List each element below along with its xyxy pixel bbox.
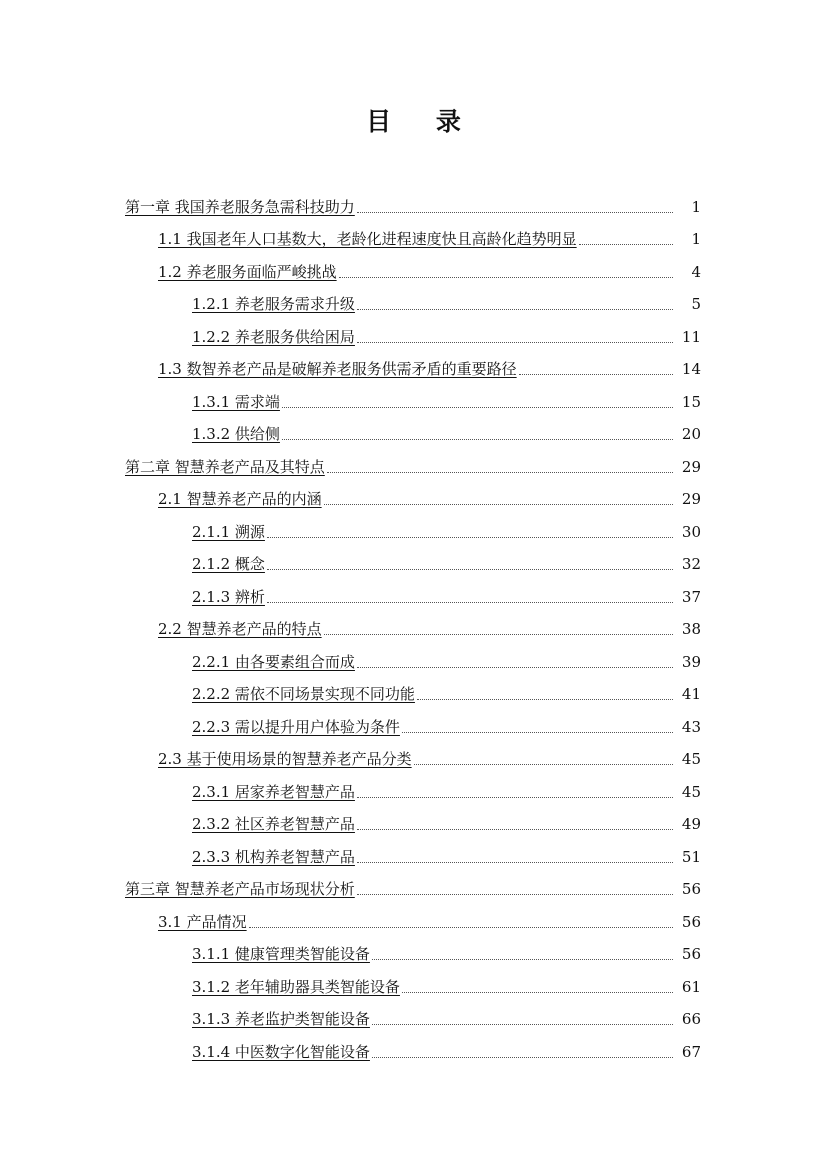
toc-entry-label[interactable]: 第二章 智慧养老产品及其特点 [125, 457, 325, 476]
table-of-contents [0, 188, 827, 1066]
dot-leader [357, 862, 673, 863]
dot-leader [249, 927, 673, 928]
dot-leader [579, 244, 673, 245]
toc-entry[interactable] [0, 968, 827, 1001]
dot-leader [324, 634, 673, 635]
dot-leader [267, 569, 673, 570]
toc-entry-page-number: 1 [691, 197, 701, 216]
toc-entry-page-number: 32 [681, 555, 701, 573]
toc-entry[interactable] [0, 936, 827, 969]
toc-entry-page-number: 56 [681, 912, 701, 931]
toc-entry[interactable] [0, 903, 827, 936]
toc-entry-label[interactable]: 2.3 基于使用场景的智慧养老产品分类 [158, 750, 412, 768]
toc-entry-label[interactable]: 2.2.3 需以提升用户体验为条件 [192, 717, 400, 736]
toc-entry[interactable] [0, 481, 827, 514]
toc-entry-page-number: 41 [681, 685, 701, 703]
toc-entry[interactable] [0, 286, 827, 319]
dot-leader [402, 732, 673, 733]
toc-entry[interactable] [0, 416, 827, 449]
toc-entry-label[interactable]: 2.2 智慧养老产品的特点 [158, 620, 322, 638]
toc-entry[interactable] [0, 448, 827, 481]
dot-leader [339, 277, 673, 278]
toc-entry[interactable] [0, 253, 827, 286]
toc-entry-label[interactable]: 1.3.2 供给侧 [192, 425, 280, 443]
toc-entry-label[interactable]: 1.2.2 养老服务供给困局 [192, 327, 355, 346]
toc-entry[interactable] [0, 676, 827, 709]
toc-entry[interactable] [0, 773, 827, 806]
dot-leader [282, 407, 673, 408]
dot-leader [282, 439, 673, 440]
dot-leader [357, 212, 673, 213]
toc-entry-label[interactable]: 1.2 养老服务面临严峻挑战 [158, 262, 337, 281]
toc-entry[interactable] [0, 513, 827, 546]
dot-leader [357, 829, 673, 830]
toc-entry[interactable] [0, 188, 827, 221]
dot-leader [324, 504, 673, 505]
toc-entry[interactable] [0, 838, 827, 871]
toc-entry[interactable] [0, 546, 827, 579]
dot-leader [357, 797, 673, 798]
toc-entry-label[interactable]: 第一章 我国养老服务急需科技助力 [125, 197, 355, 216]
toc-entry-label[interactable]: 3.1.4 中医数字化智能设备 [192, 1042, 370, 1061]
toc-entry-label[interactable]: 2.3.3 机构养老智慧产品 [192, 847, 355, 866]
toc-entry-page-number: 43 [681, 717, 701, 736]
toc-entry-page-number: 11 [681, 327, 701, 346]
toc-entry-page-number: 30 [681, 522, 701, 541]
dot-leader [357, 894, 673, 895]
dot-leader [357, 309, 673, 310]
dot-leader [327, 472, 673, 473]
toc-entry-page-number: 66 [681, 1010, 701, 1028]
toc-entry-label[interactable]: 2.3.1 居家养老智慧产品 [192, 782, 355, 801]
toc-entry-page-number: 15 [681, 392, 701, 411]
toc-entry-page-number: 56 [681, 945, 701, 963]
toc-entry-page-number: 1 [691, 230, 701, 248]
toc-entry-label[interactable]: 1.2.1 养老服务需求升级 [192, 295, 355, 313]
toc-entry-label[interactable]: 1.3 数智养老产品是破解养老服务供需矛盾的重要路径 [158, 360, 517, 378]
toc-entry-label[interactable]: 1.1 我国老年人口基数大，老龄化进程速度快且高龄化趋势明显 [158, 230, 577, 248]
toc-entry[interactable] [0, 643, 827, 676]
toc-entry-label[interactable]: 2.2.2 需依不同场景实现不同功能 [192, 685, 415, 703]
toc-entry-page-number: 51 [681, 847, 701, 866]
dot-leader [267, 602, 673, 603]
toc-entry-page-number: 67 [681, 1042, 701, 1061]
toc-entry[interactable] [0, 611, 827, 644]
toc-entry-label[interactable]: 2.1.1 溯源 [192, 522, 265, 541]
toc-entry[interactable] [0, 806, 827, 839]
toc-entry-label[interactable]: 2.1.2 概念 [192, 555, 265, 573]
dot-leader [372, 1024, 673, 1025]
toc-entry-page-number: 61 [681, 977, 701, 996]
dot-leader [372, 959, 673, 960]
toc-entry[interactable] [0, 318, 827, 351]
toc-entry[interactable] [0, 1033, 827, 1066]
toc-entry[interactable] [0, 741, 827, 774]
toc-entry-label[interactable]: 2.1 智慧养老产品的内涵 [158, 490, 322, 508]
toc-entry-page-number: 20 [681, 425, 701, 443]
toc-entry-page-number: 38 [681, 620, 701, 638]
dot-leader [267, 537, 673, 538]
toc-entry-page-number: 45 [681, 782, 701, 801]
toc-entry-label[interactable]: 1.3.1 需求端 [192, 392, 280, 411]
toc-entry[interactable] [0, 708, 827, 741]
dot-leader [414, 764, 673, 765]
page-title: 目 录 [366, 107, 479, 136]
toc-entry-page-number: 37 [681, 587, 701, 606]
toc-entry-page-number: 4 [691, 262, 701, 281]
toc-entry[interactable] [0, 383, 827, 416]
toc-entry-page-number: 5 [691, 295, 701, 313]
toc-entry-label[interactable]: 2.1.3 辨析 [192, 587, 265, 606]
toc-entry-page-number: 14 [681, 360, 701, 378]
dot-leader [402, 992, 673, 993]
toc-entry-page-number: 39 [681, 652, 701, 671]
dot-leader [372, 1057, 673, 1058]
toc-entry[interactable] [0, 221, 827, 254]
dot-leader [357, 342, 673, 343]
toc-entry-page-number: 56 [681, 880, 701, 898]
toc-entry-label[interactable]: 3.1.3 养老监护类智能设备 [192, 1010, 370, 1028]
toc-entry-label[interactable]: 第三章 智慧养老产品市场现状分析 [125, 880, 355, 898]
dot-leader [519, 374, 673, 375]
toc-entry-label[interactable]: 3.1.1 健康管理类智能设备 [192, 945, 370, 963]
toc-entry-page-number: 49 [681, 815, 701, 833]
dot-leader [417, 699, 673, 700]
dot-leader [357, 667, 673, 668]
toc-entry[interactable] [0, 578, 827, 611]
toc-entry-page-number: 29 [681, 490, 701, 508]
toc-entry[interactable] [0, 871, 827, 904]
toc-entry-label[interactable]: 3.1.2 老年辅助器具类智能设备 [192, 977, 400, 996]
toc-entry-label[interactable]: 3.1 产品情况 [158, 912, 247, 931]
toc-entry[interactable] [0, 351, 827, 384]
toc-entry-label[interactable]: 2.3.2 社区养老智慧产品 [192, 815, 355, 833]
toc-entry[interactable] [0, 1001, 827, 1034]
toc-entry-page-number: 45 [681, 750, 701, 768]
toc-entry-page-number: 29 [681, 457, 701, 476]
toc-entry-label[interactable]: 2.2.1 由各要素组合而成 [192, 652, 355, 671]
